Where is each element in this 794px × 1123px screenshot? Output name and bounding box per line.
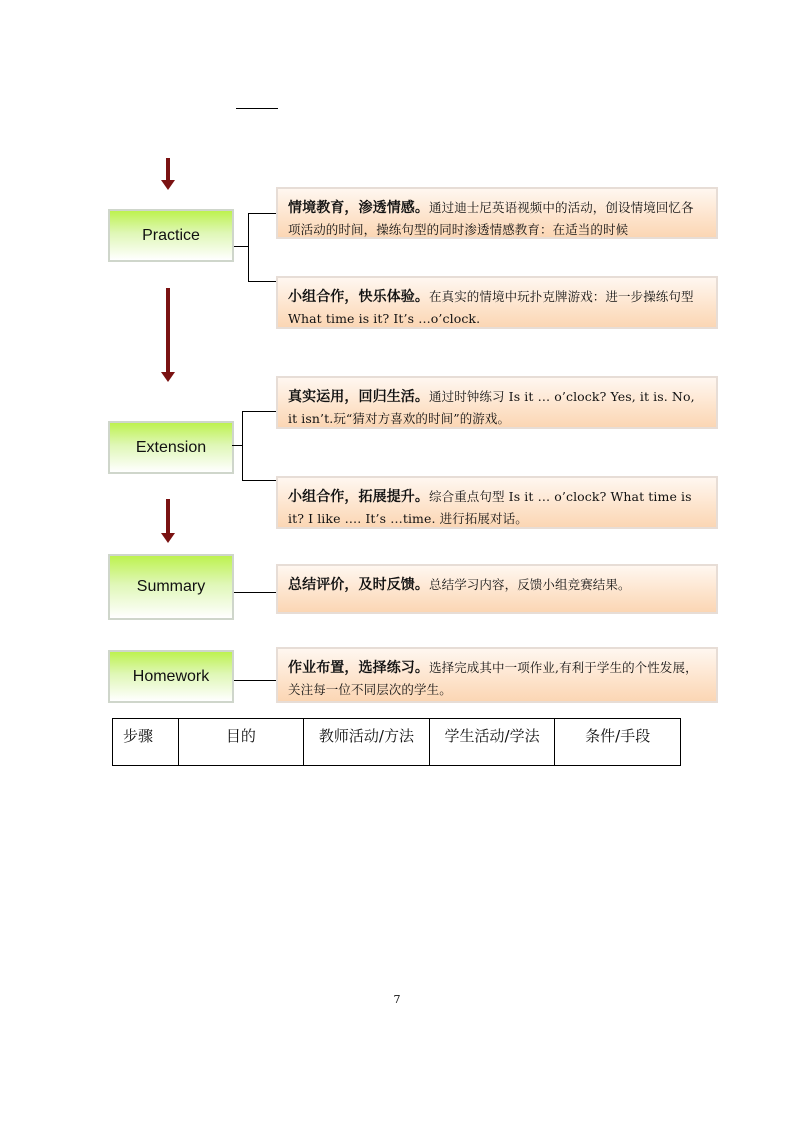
connector <box>234 592 276 593</box>
table-header-cell: 步骤 <box>113 719 179 766</box>
note-extension-practice <box>276 476 718 529</box>
connector <box>234 680 276 681</box>
note-body: 总结学习内容，反馈小组竞赛结果。 <box>429 577 631 592</box>
down-arrow-icon <box>163 288 173 383</box>
table-header-cell: 目的 <box>178 719 303 766</box>
stage-practice: Practice <box>108 209 234 262</box>
stage-extension: Extension <box>108 421 234 474</box>
note-homework <box>276 647 718 703</box>
note-body: 通过时钟练习 Is it … o’clock? Yes, it is. No, it isn’t.玩“猜对方喜欢的时间”的游戏。 <box>288 389 695 426</box>
note-body: 综合重点句型 Is it … o’clock? What time is it? I like …. It’s …time. 进行拓展对话。 <box>288 489 692 526</box>
note-heading: 情境教育，渗透情感。 <box>288 200 429 216</box>
note-heading: 小组合作，拓展提升。 <box>288 489 429 505</box>
note-heading: 总结评价，及时反馈。 <box>288 577 429 593</box>
connector <box>242 480 276 481</box>
table-header-cell: 条件/手段 <box>555 719 681 766</box>
note-body: 通过迪士尼英语视频中的活动，创设情境回忆各项活动的时间，操练句型的同时渗透情感教育：在适当的时候 <box>288 200 694 237</box>
table-header-cell: 学生活动/学法 <box>429 719 555 766</box>
note-real-use <box>276 376 718 429</box>
note-heading: 作业布置，选择练习。 <box>288 660 429 676</box>
connector <box>248 281 276 282</box>
bracket-line <box>248 213 249 282</box>
note-body: 在真实的情境中玩扑克牌游戏：进一步操练句型 What time is it? It’s …o’clock. <box>288 289 694 326</box>
stage-homework: Homework <box>108 650 234 703</box>
note-group-experience <box>276 276 718 329</box>
down-arrow-icon <box>163 158 173 190</box>
bracket-line <box>242 411 243 481</box>
connector <box>232 445 242 446</box>
note-heading: 真实运用，回归生活。 <box>288 389 429 405</box>
page-number: 7 <box>393 993 401 1006</box>
table-header-row <box>113 719 681 766</box>
lesson-steps-table <box>112 718 681 766</box>
down-arrow-icon <box>163 499 173 543</box>
note-body: 选择完成其中一项作业,有利于学生的个性发展，关注每一位不同层次的学生。 <box>288 660 698 697</box>
top-rule <box>236 108 278 109</box>
note-summary-feedback <box>276 564 718 614</box>
note-heading: 小组合作，快乐体验。 <box>288 289 429 305</box>
table-header-cell: 教师活动/方法 <box>304 719 430 766</box>
note-situational-education <box>276 187 718 239</box>
stage-summary: Summary <box>108 554 234 620</box>
connector <box>248 213 276 214</box>
connector <box>234 246 248 247</box>
connector <box>242 411 276 412</box>
